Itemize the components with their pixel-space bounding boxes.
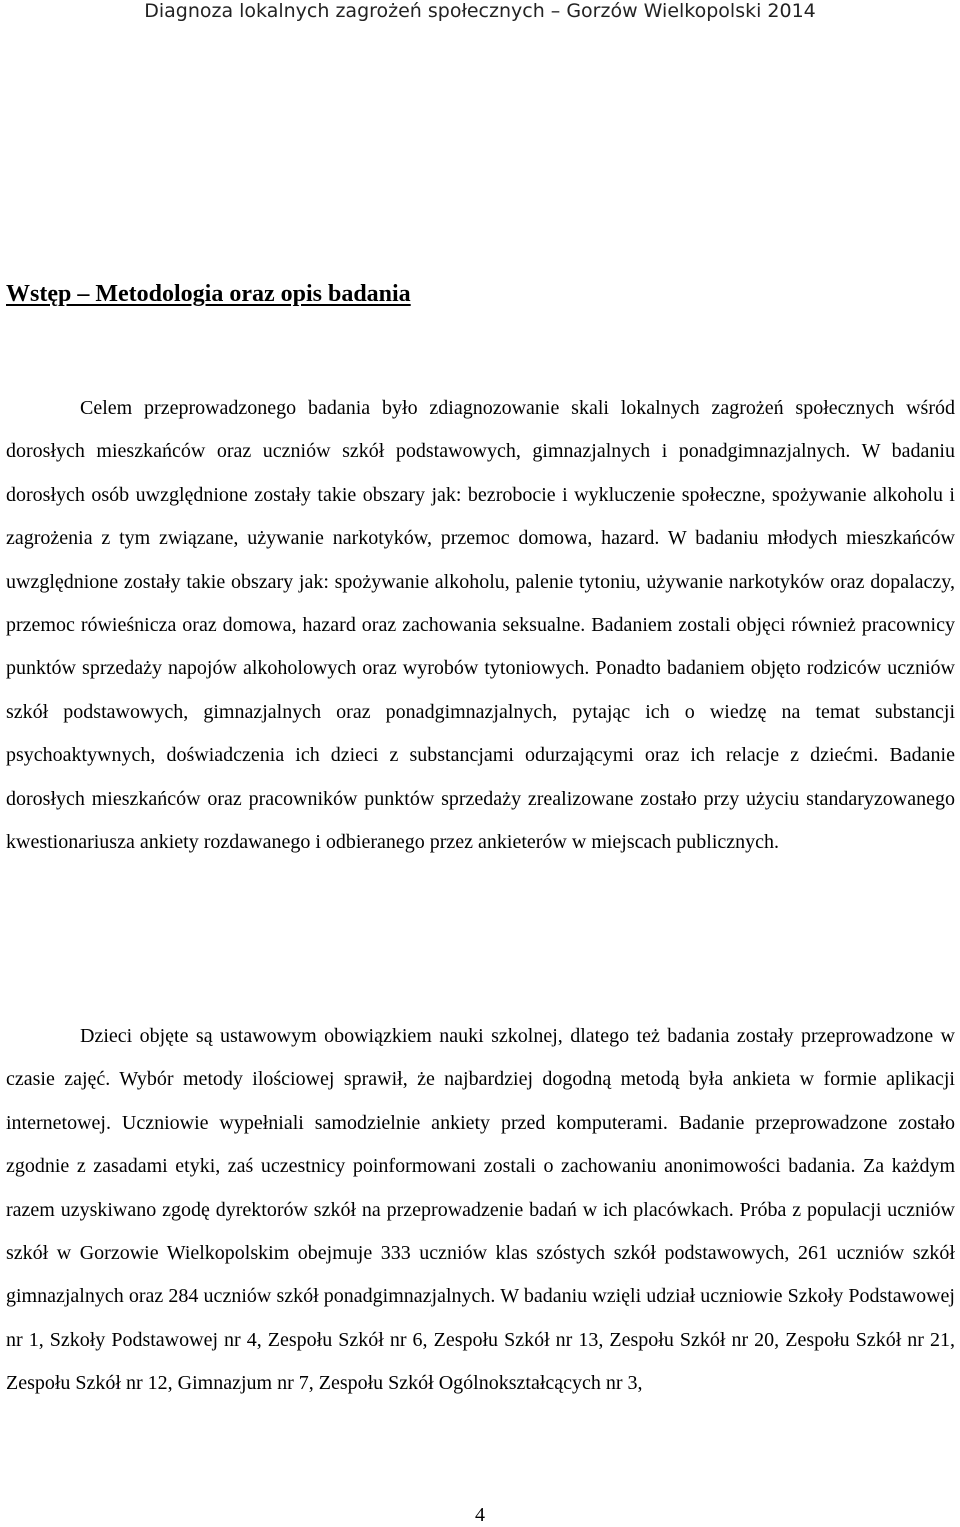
page-number: 4 <box>475 1504 485 1526</box>
section-title: Wstęp – Metodologia oraz opis badania <box>6 281 411 307</box>
running-header: Diagnoza lokalnych zagrożeń społecznych – Gorzów Wielkopolski 2014 <box>144 0 816 22</box>
paragraph-research-goal: Celem przeprowadzonego badania było zdiagnozowanie skali lokalnych zagrożeń społecznych wśród dorosłych mieszkańców oraz uczniów szkół podstawowych, gimnazjalnych i ponadgimnazjalnych. W badaniu dorosłych osób uwzględnione zostały takie obszary jak: bezrobocie i wykluczenie społeczne, spożywanie alkoholu i zagrożenia z tym związane, używanie narkotyków, przemoc domowa, hazard. W badaniu młodych mieszkańców uwzględnione zostały takie obszary jak: spożywanie alkoholu, palenie tytoniu, używanie narkotyków oraz dopalaczy, przemoc rówieśnicza oraz domowa, hazard oraz zachowania seksualne. Badaniem zostali objęci również pracownicy punktów sprzedaży napojów alkoholowych oraz wyrobów tytoniowych. Ponadto badaniem objęto rodziców uczniów szkół podstawowych, gimnazjalnych oraz ponadgimnazjalnych, pytając ich o wiedzę na temat substancji psychoaktywnych, doświadczenia ich dzieci z substancjami odurzającymi oraz ich relacje z dziećmi. Badanie dorosłych mieszkańców oraz pracowników punktów sprzedaży zrealizowane zostało przy użyciu standaryzowanego kwestionariusza ankiety rozdawanego i odbieranego przez ankieterów w miejscach publicznych. <box>6 397 955 854</box>
paragraph-school-survey: Dzieci objęte są ustawowym obowiązkiem nauki szkolnej, dlatego też badania zostały przeprowadzone w czasie zajęć. Wybór metody ilościowej sprawił, że najbardziej dogodną metodą była ankieta w formie aplikacji internetowej. Uczniowie wypełniali samodzielnie ankiety przed komputerami. Badanie przeprowadzone zostało zgodnie z zasadami etyki, zaś uczestnicy poinformowani zostali o zachowaniu anonimowości badania. Za każdym razem uzyskiwano zgodę dyrektorów szkół na przeprowadzenie badań w ich placówkach. Próba z populacji uczniów szkół w Gorzowie Wielkopolskim obejmuje 333 uczniów klas szóstych szkół podstawowych, 261 uczniów szkół gimnazjalnych oraz 284 uczniów szkół ponadgimnazjalnych. W badaniu wzięli udział uczniowie Szkoły Podstawowej nr 1, Szkoły Podstawowej nr 4, Zespołu Szkół nr 6, Zespołu Szkół nr 13, Zespołu Szkół nr 20, Zespołu Szkół nr 21, Zespołu Szkół nr 12, Gimnazjum nr 7, Zespołu Szkół Ogólnokształcących nr 3, <box>6 1025 955 1395</box>
